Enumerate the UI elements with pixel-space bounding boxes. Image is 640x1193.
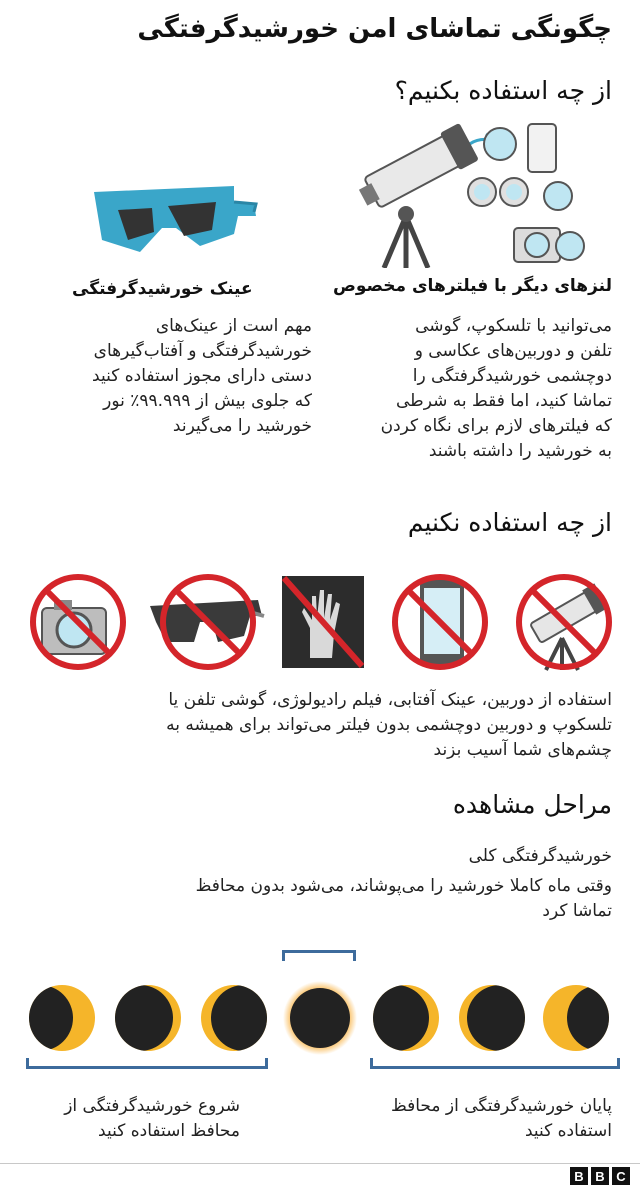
page-title: چگونگی تماشای امن خورشیدگرفتگی	[137, 14, 612, 44]
no-sunglasses-icon	[146, 572, 266, 672]
eclipse-phase	[107, 985, 181, 1051]
bbc-logo: B B C	[570, 1167, 630, 1185]
footer-divider	[0, 1163, 640, 1164]
stages-heading: مراحل مشاهده	[452, 790, 612, 819]
prohibited-items-row	[28, 572, 618, 672]
eclipse-phases-row	[24, 980, 616, 1056]
filter-lenses-text: می‌توانید با تلسکوپ، گوشی تلفن و دوربین‌های عکاسی و دوچشمی خورشیدگرفتگی را تماشا کنید، اما فقط به شرطی که فیلترهای لازم برای نگاه کردن به خورشید را داشته باشند	[380, 316, 612, 461]
eclipse-phase	[201, 985, 277, 1051]
eclipse-glasses-label: عینک خورشیدگرفتگی	[72, 279, 253, 299]
eclipse-phase	[543, 985, 616, 1051]
eclipse-phase	[363, 985, 439, 1051]
no-camera-icon	[28, 572, 128, 672]
totality-bracket	[282, 950, 356, 961]
total-eclipse-phase	[283, 981, 357, 1055]
no-phone-icon	[390, 572, 490, 672]
dont-heading: از چه استفاده نکنیم	[407, 508, 612, 537]
eclipse-phase	[459, 985, 533, 1051]
no-telescope-icon	[514, 572, 614, 672]
no-xray-film-icon	[280, 574, 366, 670]
total-eclipse-label: خورشیدگرفتگی کلی	[468, 846, 612, 866]
end-bracket	[370, 1058, 620, 1069]
start-caption: شروع خورشیدگرفتگی از محافظ استفاده کنید	[64, 1096, 240, 1141]
total-eclipse-text: وقتی ماه کاملا خورشید را می‌پوشاند، می‌شود بدون محافظ تماشا کرد	[195, 876, 612, 921]
use-heading: از چه استفاده بکنیم؟	[394, 76, 612, 105]
end-caption: پایان خورشیدگرفتگی از محافظ استفاده کنید	[390, 1096, 612, 1141]
eclipse-glasses-text: مهم است از عینک‌های خورشیدگرفتگی و آفتاب‌گیرهای دستی دارای مجوز استفاده کنید که جلوی بیش از ۹۹.۹۹۹٪ نور خورشید را می‌گیرند	[92, 316, 312, 436]
eclipse-glasses-icon	[84, 182, 260, 272]
start-bracket	[26, 1058, 268, 1069]
dont-text: استفاده از دوربین، عینک آفتابی، فیلم رادیولوژی، گوشی تلفن یا تلسکوپ و دوربین دوچشمی بدون فیلتر می‌تواند برای همیشه به چشم‌های شما آسیب بزند	[166, 690, 612, 760]
eclipse-phases-svg	[24, 980, 616, 1056]
telescope-and-lenses-icon	[344, 118, 592, 268]
filter-lenses-label: لنزهای دیگر با فیلترهای مخصوص	[333, 276, 612, 296]
eclipse-phase	[24, 985, 95, 1051]
